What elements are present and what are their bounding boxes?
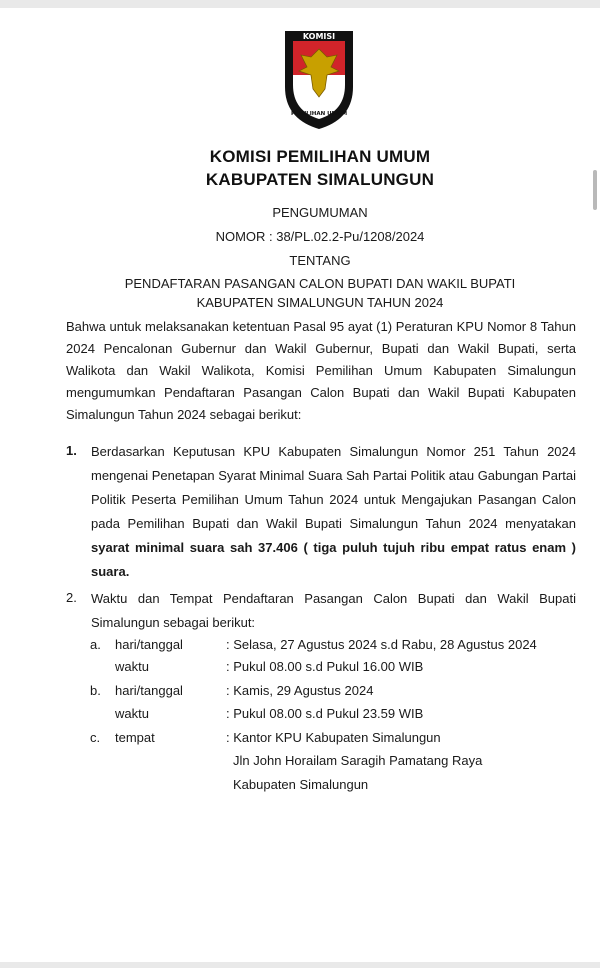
kpu-logo: [277, 27, 361, 131]
intro-paragraph: Bahwa untuk melaksanakan ketentuan Pasal 95 ayat (1) Peraturan KPU Nomor 8 Tahun 2024 Pencalonan Gubernur dan Wakil Gubernur, Bupati dan Wakil Bupati, serta Walikota dan Wakil Walikota, Komisi Pemilihan Umum Kabupaten Simalungun mengumumkan Pendaftaran Pasangan Calon Bupati dan Wakil Bupati Kabupaten Simalungun Tahun 2024 sebagai berikut:: [66, 319, 576, 422]
logo-top-text: KOMISI: [302, 32, 336, 41]
top-bar: [0, 0, 600, 8]
subject-line2: KABUPATEN SIMALUNGUN TAHUN 2024: [196, 295, 444, 310]
doc-type: PENGUMUMAN: [272, 205, 368, 220]
list-item-text: Berdasarkan Keputusan KPU Kabupaten Simalungun Nomor 251 Tahun 2024 mengenai Penetapan Syarat Minimal Suara Sah Partai Politik atau Gabungan Partai Politik Peserta Pemilihan Umum Tahun 2024 untuk Mengajukan Pasangan Calon pada Pemilihan Bupati dan Wakil Bupati Simalungun Tahun 2024 menyatakan syarat minimal suara sah 37.406 ( tiga puluh tujuh ribu empat ratus enam ) suara.: [91, 444, 576, 579]
list-item-text: Waktu dan Tempat Pendaftaran Pasangan Calon Bupati dan Wakil Bupati Simalungun sebagai berikut:: [91, 591, 576, 630]
bottom-bar: [0, 962, 600, 968]
min-votes-requirement: syarat minimal suara sah 37.406 ( tiga puluh tujuh ribu empat ratus enam ) suara.: [91, 540, 576, 579]
logo-bottom-text: PEMILIHAN UMUM: [290, 111, 348, 117]
org-name-line1: KOMISI PEMILIHAN UMUM: [209, 147, 431, 166]
list-number: 2.: [66, 590, 77, 605]
doc-number: NOMOR : 38/PL.02.2-Pu/1208/2024: [215, 229, 425, 244]
subject-line1: PENDAFTARAN PASANGAN CALON BUPATI DAN WAKIL BUPATI: [124, 276, 516, 291]
about-label: TENTANG: [289, 253, 351, 268]
org-name-line2: KABUPATEN SIMALUNGUN: [205, 170, 435, 189]
list-number: 1.: [66, 443, 77, 458]
